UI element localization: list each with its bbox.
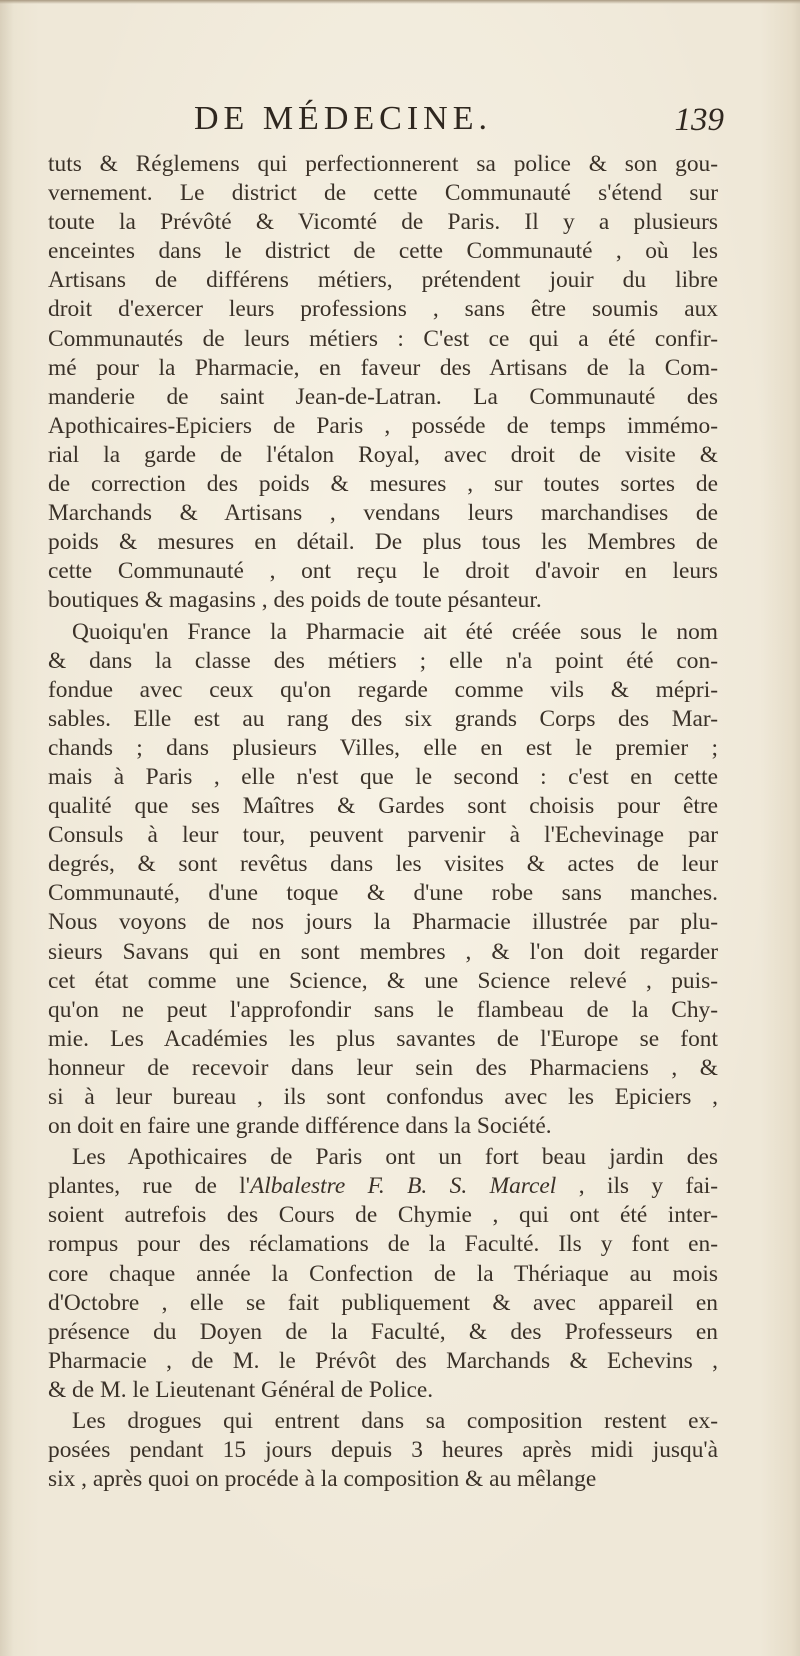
text-line: core chaque année la Confection de la Thériaque au mois [48,1260,718,1287]
text-line: Communautés de leurs métiers : C'est ce qui a été confir- [48,325,718,352]
text-line: Marchands & Artisans , vendans leurs marchandises de [48,500,718,527]
text-line: droit d'exercer leurs professions , sans être soumis aux [48,296,718,323]
text-line: Les Apothicaires de Paris ont un fort beau jardin des [72,1144,718,1171]
text-line: & de M. le Lieutenant Général de Police. [48,1376,434,1403]
text-line: de correction des poids & mesures , sur toutes sortes de [48,471,718,498]
text-line: cet état comme une Science, & une Science relevé , puis- [48,967,718,994]
text-line: cette Communauté , ont reçu le droit d'avoir en leurs [48,558,718,585]
text-line: manderie de saint Jean-de-Latran. La Communauté des [48,383,718,410]
paragraph [48,1407,718,1494]
page-number: 139 [674,102,724,138]
text-line: tuts & Réglemens qui perfectionnerent sa police & son gou- [48,151,718,177]
italic-street-name: Albalestre F. B. S. Marcel [249,1173,557,1200]
text-line: sieurs Savans qui en sont membres , & l'on doit regarder [48,938,718,965]
paragraph [48,1143,718,1405]
text-line: poids & mesures en détail. De plus tous les Membres de [48,529,718,556]
text-line: Les drogues qui entrent dans sa composition restent ex- [72,1408,718,1435]
text-line: vernement. Le district de cette Communauté s'étend sur [48,180,718,207]
text-line: rial la garde de l'étalon Royal, avec droit de visite & [48,441,718,468]
text-line: Nous voyons de nos jours la Pharmacie illustrée par plu- [48,909,718,936]
book-page [48,98,724,1494]
text-line: soient autrefois des Cours de Chymie , qui ont été inter- [48,1202,718,1229]
text-line: si à leur bureau , ils sont confondus avec les Epiciers , [48,1084,718,1110]
text-line: enceintes dans le district de cette Communauté , où les [48,238,718,265]
text-line: présence du Doyen de la Faculté, & des Professeurs en [48,1318,718,1345]
text-line: qu'on ne peut l'approfondir sans le flambeau de la Chy- [48,996,718,1023]
text-line: six , après quoi on procéde à la composition & au mêlange [48,1466,597,1493]
body-text [48,150,718,1494]
text-line: & dans la classe des métiers ; elle n'a point été con- [48,647,718,674]
paragraph [48,618,718,1142]
text-line: mie. Les Académies les plus savantes de l'Europe se font [48,1025,718,1052]
text-line: degrés, & sont revêtus dans les visites & actes de leur [48,851,718,878]
text-line: fondue avec ceux qu'on regarde comme vils & mépri- [48,676,718,703]
text-line: honneur de recevoir dans leur sein des Pharmaciens , & [48,1054,718,1081]
text-line: Artisans de différens métiers, prétendent jouir du libre [48,267,718,294]
text-line: chands ; dans plusieurs Villes, elle en est le premier ; [48,734,718,761]
text-line: sables. Elle est au rang des six grands Corps des Mar- [48,705,718,732]
text-line: on doit en faire une grande différence dans la Société. [48,1113,552,1140]
running-title: DE MÉDECINE. [194,100,492,137]
text-line: Communauté, d'une toque & d'une robe sans manches. [48,880,718,907]
running-head [48,98,724,146]
text-line: Consuls à leur tour, peuvent parvenir à l'Echevinage par [48,822,718,849]
paragraph [48,150,718,616]
text-line: Pharmacie , de M. le Prévôt des Marchands & Echevins , [48,1347,718,1374]
text-line: plantes, rue de l'Albalestre F. B. S. Marcel , ils y fai- [48,1173,718,1200]
text-line: mé pour la Pharmacie, en faveur des Artisans de la Com- [48,354,718,381]
text-line: Apothicaires-Epiciers de Paris , posséde de temps immémo- [48,412,718,439]
page-top-edge [0,0,800,4]
text-line: rompus pour des réclamations de la Faculté. Ils y font en- [48,1231,718,1258]
text-line: toute la Prévôté & Vicomté de Paris. Il y a plusieurs [48,209,718,236]
text-line: mais à Paris , elle n'est que le second : c'est en cette [48,763,718,790]
text-line: qualité que ses Maîtres & Gardes sont choisis pour être [48,793,718,820]
text-line: d'Octobre , elle se fait publiquement & avec appareil en [48,1289,718,1316]
text-line: boutiques & magasins , des poids de toute pésanteur. [48,587,542,614]
text-line: Quoiqu'en France la Pharmacie ait été créée sous le nom [72,618,718,645]
text-line: posées pendant 15 jours depuis 3 heures après midi jusqu'à [48,1437,718,1464]
